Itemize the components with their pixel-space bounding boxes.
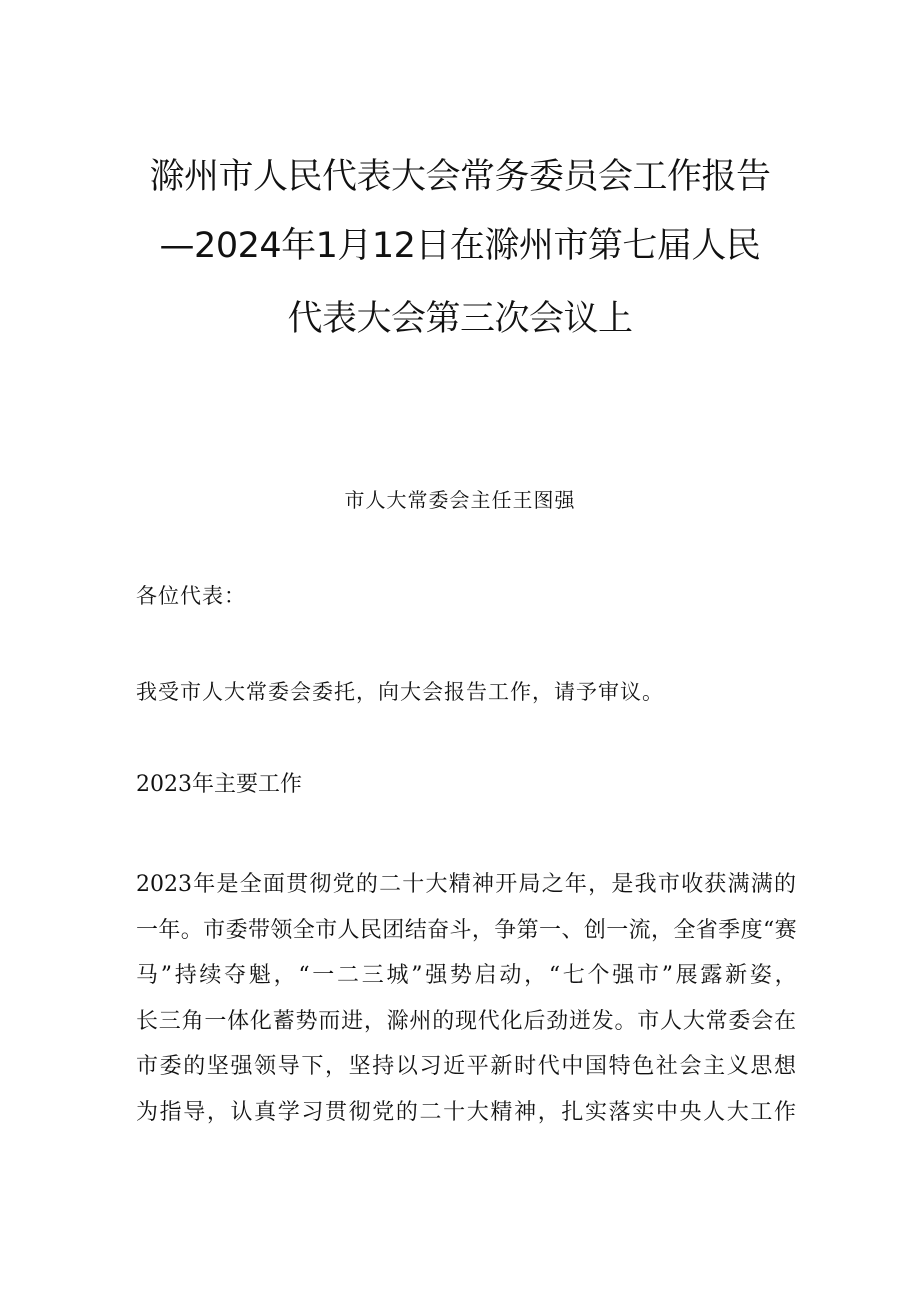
body-paragraph xyxy=(136,862,796,1135)
document-title-line-3: 代表大会第三次会议上 xyxy=(287,299,633,339)
body-line: 长三角一体化蓄势而进，滁州的现代化后劲迸发。市人大常委会在 xyxy=(136,1008,796,1034)
body-line: 2023年是全面贯彻党的二十大精神开局之年，是我市收获满满的 xyxy=(136,872,796,897)
body-line: 一年。市委带领全市人民团结奋斗，争第一、创一流，全省季度“赛 xyxy=(136,917,796,943)
salutation: 各位代表： xyxy=(136,584,246,608)
section-heading: 2023年主要工作 xyxy=(136,772,302,797)
intro-paragraph: 我受市人大常委会委托，向大会报告工作，请予审议。 xyxy=(136,680,664,704)
body-line: 市委的坚强领导下，坚持以习近平新时代中国特色社会主义思想 xyxy=(136,1054,796,1079)
body-line: 为指导，认真学习贯彻党的二十大精神，扎实落实中央人大工作 xyxy=(136,1099,796,1125)
author-line: 市人大常委会主任王图强 xyxy=(344,488,576,512)
body-line: 马”持续夺魁，“一二三城”强势启动，“七个强市”展露新姿， xyxy=(136,963,796,988)
document-title-line-2: —2024年1月12日在滁州市第七届人民 xyxy=(159,226,761,266)
document-title-line-1: 滁州市人民代表大会常务委员会工作报告 xyxy=(149,157,771,197)
